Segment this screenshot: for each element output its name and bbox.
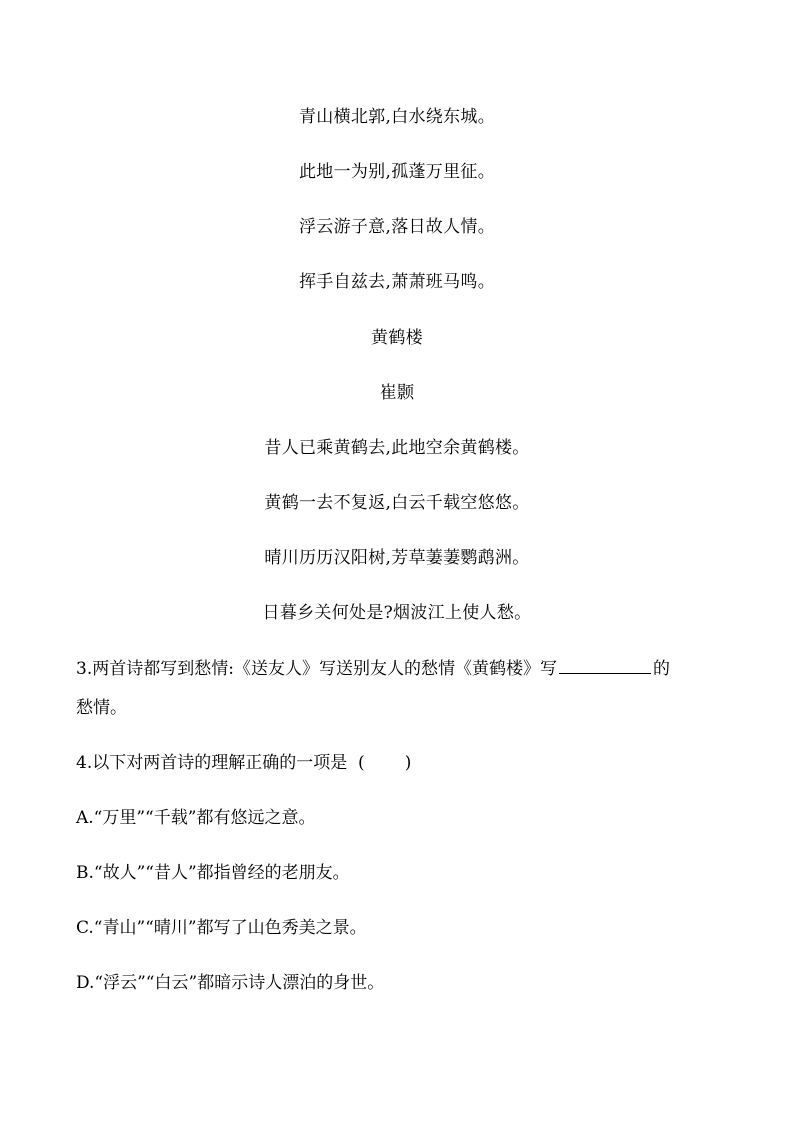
option-d: D.“浮云”“白云”都暗示诗人漂泊的身世。	[76, 973, 385, 993]
poem1-line: 挥手自兹去,萧萧班马鸣。	[298, 272, 495, 292]
question-3-continuation: 愁情。	[76, 698, 127, 718]
option-c: C.“青山”“晴川”都写了山色秀美之景。	[76, 918, 367, 938]
question-4	[76, 752, 411, 774]
poem1-line: 浮云游子意,落日故人情。	[298, 217, 495, 237]
answer-bracket-close: )	[404, 753, 412, 773]
poem2-line: 晴川历历汉阳树,芳草萋萋鹦鹉洲。	[264, 548, 530, 568]
poem2-title: 黄鹤楼	[371, 328, 423, 348]
poem2-line: 日暮乡关何处是?烟波江上使人愁。	[262, 603, 532, 623]
poem2-line: 黄鹤一去不复返,白云千载空悠悠。	[264, 493, 530, 513]
option-a: A.“万里”“千载”都有悠远之意。	[76, 808, 316, 828]
poem2-line: 昔人已乘黄鹤去,此地空余黄鹤楼。	[264, 438, 530, 458]
question-3	[76, 657, 670, 680]
question-4-stem: 4.以下对两首诗的理解正确的一项是	[76, 753, 348, 773]
question-3-text-after: 的	[652, 659, 670, 679]
poem1-line: 此地一为别,孤蓬万里征。	[298, 162, 495, 182]
poem2-author: 崔颢	[379, 383, 415, 403]
option-b: B.“故人”“昔人”都指曾经的老朋友。	[76, 863, 350, 883]
answer-bracket-open: (	[358, 753, 365, 773]
question-3-text: 3.两首诗都写到愁情:《送友人》写送别友人的愁情《黄鹤楼》写	[76, 659, 557, 679]
poem1-line: 青山横北郭,白水绕东城。	[298, 107, 495, 127]
answer-blank[interactable]	[559, 657, 651, 674]
